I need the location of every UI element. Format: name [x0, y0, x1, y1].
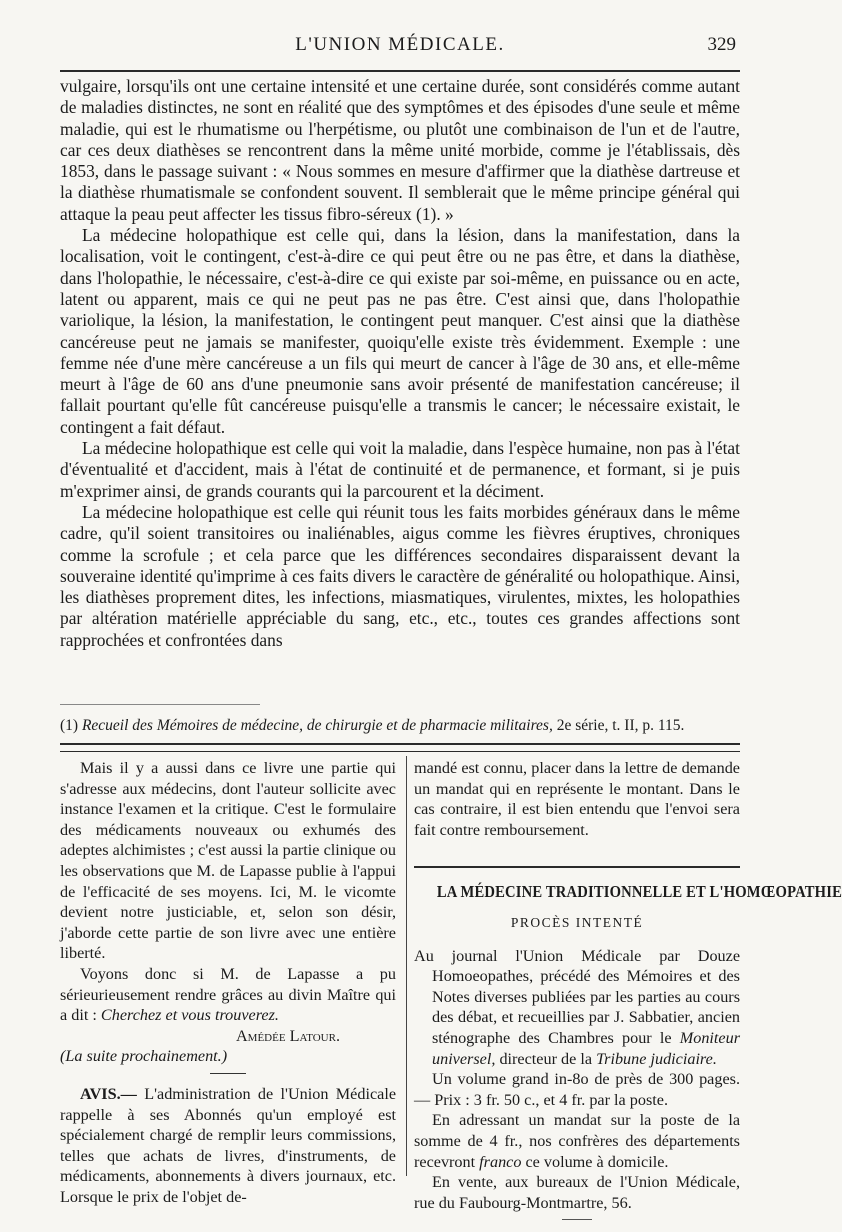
- to-be-continued-text: (La suite prochainement.): [60, 1047, 228, 1066]
- paragraph-4: La médecine holopathique est celle qui réunit tous les faits morbides généraux dans le même cadre, qu'il soient transitoires ou inaliénables, aigus comme les fièvres éruptives, chroniques comme la scrofule ; et cela parce que les différences secondaires disparaissent devant la souveraine identité qu'imprime à ces faits divers le caractère de généralité ou holopathique. Ainsi, les diathèses proprement dites, les infections, miasmatiques, virulentes, mixtes, les holopathies par altération matérielle appréciable du sang, etc., etc., toutes ces grandes affections sont rapprochées et confrontées dans: [60, 501, 740, 650]
- short-rule: [210, 1073, 246, 1074]
- right-paragraph-1: mandé est connu, placer dans la lettre de demande un mandat qui en représente le montant. Dans le cas contraire, il est bien entendu que l'envoi sera fait contre remboursement.: [414, 759, 740, 839]
- section-subtitle: PROCÈS INTENTÉ: [510, 914, 644, 930]
- ad-intro: Au journal l'Union Médicale par Douze Homoeopathes, précédé des Mémoires et des Notes diverses publiées par les parties au cours des débat, et recueillies par J. Sabbatier, ancien sténographe des Chambres pour le: [414, 946, 740, 1047]
- notice-text: L'administration de l'Union Médicale rappelle à ses Abonnés qu'un employé est spécialement chargé de remplir leurs commissions, telles que achats de livres, d'instruments, de médicaments, abonnements à divers journaux, etc. Lorsque le prix de l'objet de-: [60, 1084, 397, 1206]
- page-number: 329: [707, 34, 736, 55]
- mandate-text: En adressant un mandat sur la poste de la somme de 4 fr., nos confrères des départements recevront: [414, 1111, 740, 1171]
- notice-paragraph: [60, 1084, 396, 1208]
- header-rule: [60, 70, 740, 72]
- mandate-info: [414, 1110, 740, 1172]
- notice-label: AVIS.—: [80, 1084, 137, 1103]
- section-title: LA MÉDECINE TRADITIONNELLE ET L'HOMŒOPATHIE: [436, 882, 842, 902]
- paragraph-1: vulgaire, lorsqu'ils ont une certaine intensité et une certaine durée, sont considérés comme autant de maladies distinctes, ne sont en réalité que des symptômes et des épisodes d'une seule et même maladie, qui est le rhumatisme ou l'herpétisme, ou plutôt une combinaison de l'un et de l'autre, car ces deux diathèses se rencontrent dans la même unité morbide, comme je l'établissais, dès 1853, dans le passage suivant : « Nous sommes en mesure d'affirmer que la diathèse dartreuse et la diathèse rhumatismale se confondent souvent. Il semblerait que le même principe général qui attaque la peau peut affecter les tissus fibro-séreux (1). »: [60, 76, 740, 224]
- running-title: L'UNION MÉDICALE.: [295, 34, 505, 55]
- column-divider: [406, 756, 407, 1176]
- mandate-franco: franco: [479, 1152, 522, 1171]
- footnote-rule: [60, 704, 260, 705]
- ad-newspaper-2: Tribune judiciaire.: [596, 1049, 717, 1068]
- to-be-continued: [60, 1046, 396, 1067]
- left-column: [60, 758, 396, 1207]
- mandate-tail: ce volume à domicile.: [525, 1152, 669, 1171]
- quote-text: Cherchez et vous trouverez.: [100, 1006, 279, 1025]
- footnote: [60, 716, 740, 736]
- section-double-rule: [60, 743, 740, 752]
- footnote-marker: (1): [60, 717, 79, 734]
- left-paragraph-1: Mais il y a aussi dans ce livre une partie qui s'adresse aux médecins, dont l'auteur sollicite avec instance l'examen et la critique. C'est le formulaire des médicaments nouveaux ou exhumés des adeptes alchimistes ; c'est aussi la partie clinique ou les observations que M. de Lapasse publie à l'appui de l'efficacité de ses moyens. Ici, M. le vicomte devient notre justiciable, et, selon son désir, j'aborde cette partie de son livre avec une entière liberté.: [60, 759, 396, 963]
- ad-newspaper-1: Moniteur universel,: [432, 1028, 741, 1068]
- right-column: [414, 758, 842, 1220]
- left-paragraph-2-text: Voyons donc si M. de Lapasse a pu sérieurieusement rendre grâces au divin Maître qui a dit :: [60, 964, 396, 1025]
- end-rule: [562, 1219, 592, 1220]
- author-signature: Amédée Latour.: [235, 1026, 340, 1045]
- right-column-rule: [414, 866, 740, 868]
- footnote-ref: 2e série, t. II, p. 115.: [556, 717, 685, 734]
- footnote-title: Recueil des Mémoires de médecine, de chirurgie et de pharmacie militaires,: [81, 717, 553, 734]
- ad-mid: directeur de la: [499, 1049, 593, 1068]
- ad-description: [414, 946, 740, 1070]
- left-paragraph-2: [60, 964, 396, 1026]
- paragraph-2: La médecine holopathique est celle qui, dans la lésion, dans la manifestation, dans la localisation, voit le contingent, c'est-à-dire ce qui peut être ou ne pas être, et dans la diathèse, dans l'holopathie, le nécessaire, c'est-à-dire ce qui existe par soi-même, en puissance ou en acte, latent ou apparent, mais ce qui ne peut pas ne pas être. C'est ainsi que, dans l'holopathie variolique, la lésion, la manifestation, le contingent peut manquer. C'est ainsi que la diathèse cancéreuse peut ne jamais se manifester, quoiqu'elle existe très évidemment. Exemple : une femme née d'une mère cancéreuse a un fils qui meurt de cancer à l'âge de 30 ans, et elle-même meurt à l'âge de 60 ans d'une pneumonie sans avoir présenté de manifestation cancéreuse; il fallait pourtant qu'elle fût cancéreuse puisqu'elle a transmis le cancer; le nécessaire existait, le contingent a fait défaut.: [60, 225, 740, 437]
- paragraph-3: La médecine holopathique est celle qui voit la maladie, dans l'espèce humaine, non pas à l'état d'éventualité et d'accident, mais à l'état de continuité et de permanence, et formant, si je puis m'exprimer ainsi, de grands courants qui la parcourent et la déciment.: [60, 438, 740, 501]
- sale-info: En vente, aux bureaux de l'Union Médicale, rue du Faubourg-Montmartre, 56.: [414, 1173, 740, 1212]
- main-text: [60, 76, 740, 651]
- volume-price: Un volume grand in-8o de près de 300 pages. — Prix : 3 fr. 50 c., et 4 fr. par la poste.: [414, 1070, 740, 1109]
- page-header: [60, 34, 740, 60]
